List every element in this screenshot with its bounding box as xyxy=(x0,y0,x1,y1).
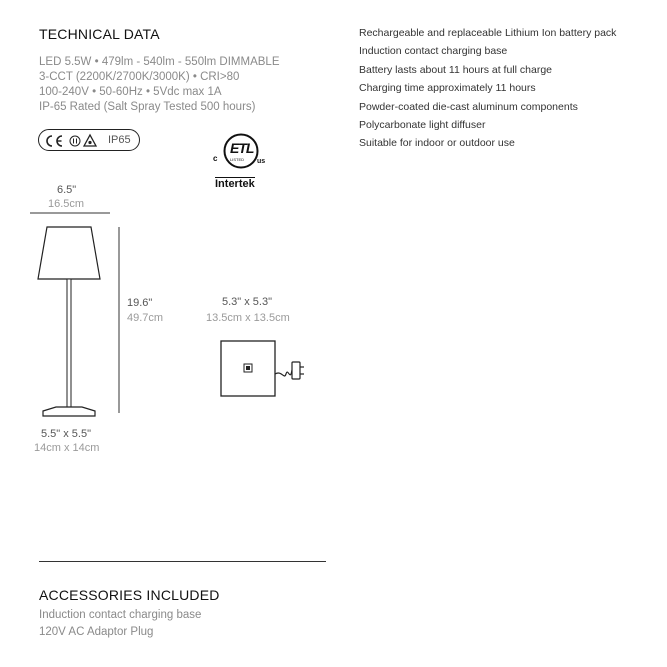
spec-line: IP-65 Rated (Salt Spray Tested 500 hours) xyxy=(39,101,256,113)
ip65-label: IP65 xyxy=(108,134,131,146)
lamp-drawing xyxy=(30,210,140,420)
intertek-text: Intertek xyxy=(215,178,255,190)
spec-line: 100-240V • 50-60Hz • 5Vdc max 1A xyxy=(39,86,222,98)
etl-c-text: c xyxy=(213,154,218,163)
accessory-item: 120V AC Adaptor Plug xyxy=(39,626,154,638)
charger-size-in: 5.3" x 5.3" xyxy=(222,296,273,308)
feature-item: Powder-coated die-cast aluminum components xyxy=(359,100,578,113)
feature-item: Induction contact charging base xyxy=(359,45,508,58)
etl-intertek-logo xyxy=(211,132,267,194)
charging-base-drawing xyxy=(220,340,310,398)
lamp-shade xyxy=(38,227,100,279)
height-in: 19.6" xyxy=(127,297,153,309)
feature-item: Polycarbonate light diffuser xyxy=(359,119,486,132)
technical-specs xyxy=(39,55,280,115)
feature-item: Rechargeable and replaceable Lithium Ion battery pack xyxy=(359,27,617,39)
height-cm: 49.7cm xyxy=(127,312,164,324)
charging-cable xyxy=(275,370,292,376)
feature-list xyxy=(359,24,616,153)
ce-mark-icon xyxy=(43,133,103,149)
etl-mark-text: ETL xyxy=(230,140,254,156)
accessory-item: Induction contact charging base xyxy=(39,609,202,621)
spec-line: LED 5.5W • 479lm - 540lm - 550lm DIMMABLE xyxy=(39,56,280,68)
shade-width-cm: 16.5cm xyxy=(48,198,85,210)
accessories-heading: ACCESSORIES INCLUDED xyxy=(39,587,220,603)
certification-badge xyxy=(38,129,140,151)
feature-item: Charging time approximately 11 hours xyxy=(359,82,536,95)
spec-line: 3-CCT (2200K/2700K/3000K) • CRI>80 xyxy=(39,71,240,83)
accessories-list xyxy=(39,607,201,641)
charger-size-cm: 13.5cm x 13.5cm xyxy=(206,312,290,324)
adaptor-plug-icon xyxy=(292,362,300,379)
lamp-base xyxy=(43,407,95,416)
lamp-pole xyxy=(67,279,71,407)
base-size-in: 5.5" x 5.5" xyxy=(41,428,92,440)
base-size-cm: 14cm x 14cm xyxy=(34,442,100,454)
shade-width-in: 6.5" xyxy=(57,184,77,196)
feature-item: Battery lasts about 11 hours at full charge xyxy=(359,63,552,76)
etl-listed-text: LISTED xyxy=(230,157,245,162)
section-divider xyxy=(39,561,326,562)
feature-item: Suitable for indoor or outdoor use xyxy=(359,137,515,150)
technical-data-heading: TECHNICAL DATA xyxy=(39,26,160,42)
etl-us-text: us xyxy=(257,158,266,165)
